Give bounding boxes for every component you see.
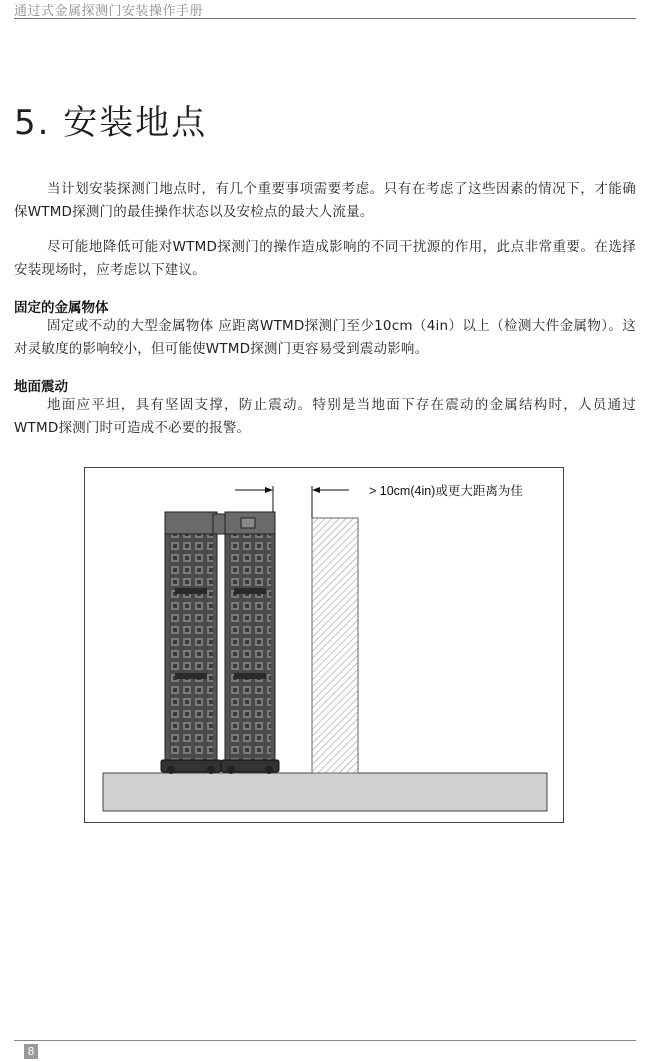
interference-paragraph: 尽可能地降低可能对WTMD探测门的操作造成影响的不同干扰源的作用，此点非常重要。在选择安装现场时，应考虑以下建议。 — [14, 239, 636, 278]
header-divider — [14, 18, 636, 19]
section-title: 5. 安装地点 — [14, 103, 208, 143]
right-dimension-arrow — [312, 487, 349, 493]
ground-vibration-paragraph: 地面应平坦，具有坚固支撑，防止震动。特别是当地面下存在震动的金属结构时，人员通过WTMD探测门时可造成不必要的报警。 — [14, 397, 636, 436]
figure-illustration — [85, 468, 565, 824]
header-title: 通过式金属探测门安装操作手册 — [14, 4, 204, 19]
ground-vibration-heading: 地面震动 — [14, 379, 68, 395]
intro-paragraph: 当计划安装探测门地点时，有几个重要事项需要考虑。只有在考虑了这些因素的情况下，才能确保WTMD探测门的最佳操作状态以及安检点的最大人流量。 — [14, 181, 636, 220]
distance-label: > 10cm(4in)或更大距离为佳 — [369, 484, 523, 498]
footer-divider — [14, 1040, 636, 1041]
fixed-metal-heading: 固定的金属物体 — [14, 300, 109, 316]
metal-object-wall — [312, 518, 358, 773]
detector-door-right-pillar — [221, 512, 279, 774]
installation-distance-figure — [84, 467, 564, 823]
page-number: 8 — [24, 1044, 38, 1059]
floor-slab — [103, 773, 547, 811]
fixed-metal-paragraph: 固定或不动的大型金属物体 应距离WTMD探测门至少10cm（4in）以上（检测大件金属物）。这对灵敏度的影响较小，但可能使WTMD探测门更容易受到震动影响。 — [14, 318, 636, 357]
detector-door-left-pillar — [161, 512, 221, 774]
left-dimension-arrow — [235, 487, 273, 493]
